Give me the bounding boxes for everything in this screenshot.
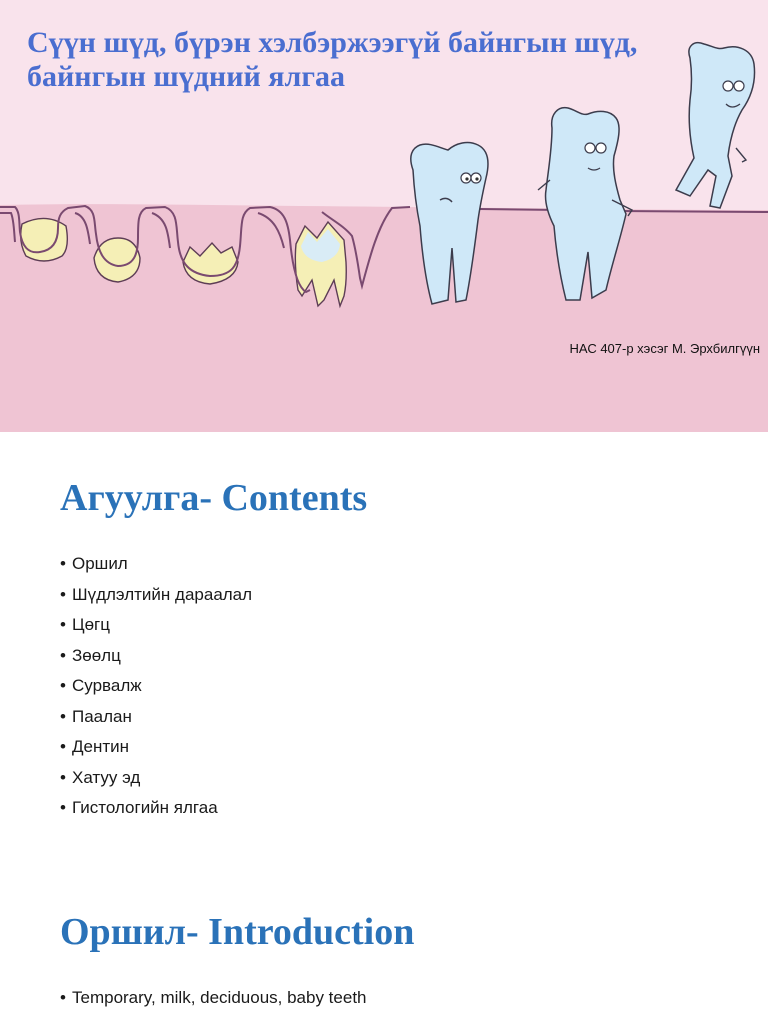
list-item: • Temporary, milk, deciduous, baby teeth	[60, 983, 367, 1014]
tooth-germ-1	[21, 218, 68, 261]
title-slide	[0, 0, 768, 432]
list-item: • Цөгц	[60, 610, 252, 641]
list-item: • Сурвалж	[60, 671, 252, 702]
contents-heading: Агуулга- Contents	[60, 477, 368, 519]
introduction-heading: Оршил- Introduction	[60, 911, 415, 953]
list-item: • Гистологийн ялгаа	[60, 793, 252, 824]
list-item: • Шүдлэлтийн дараалал	[60, 580, 252, 611]
list-item: • Паалан	[60, 702, 252, 733]
list-item: • Оршил	[60, 549, 252, 580]
author-credit: НАС 407-р хэсэг М. Эрхбилгүүн	[569, 341, 760, 356]
slide-title: Сүүн шүд, бүрэн хэлбэржээгүй байнгын шүд, байнгын шүдний ялгаа	[27, 26, 638, 93]
list-item: • Дентин	[60, 732, 252, 763]
list-item: • Зөөлц	[60, 641, 252, 672]
introduction-list	[60, 983, 367, 1014]
contents-slide	[0, 432, 768, 1024]
tooth-germ-4	[295, 222, 346, 306]
contents-list	[60, 549, 252, 824]
list-item: • Хатуу эд	[60, 763, 252, 794]
